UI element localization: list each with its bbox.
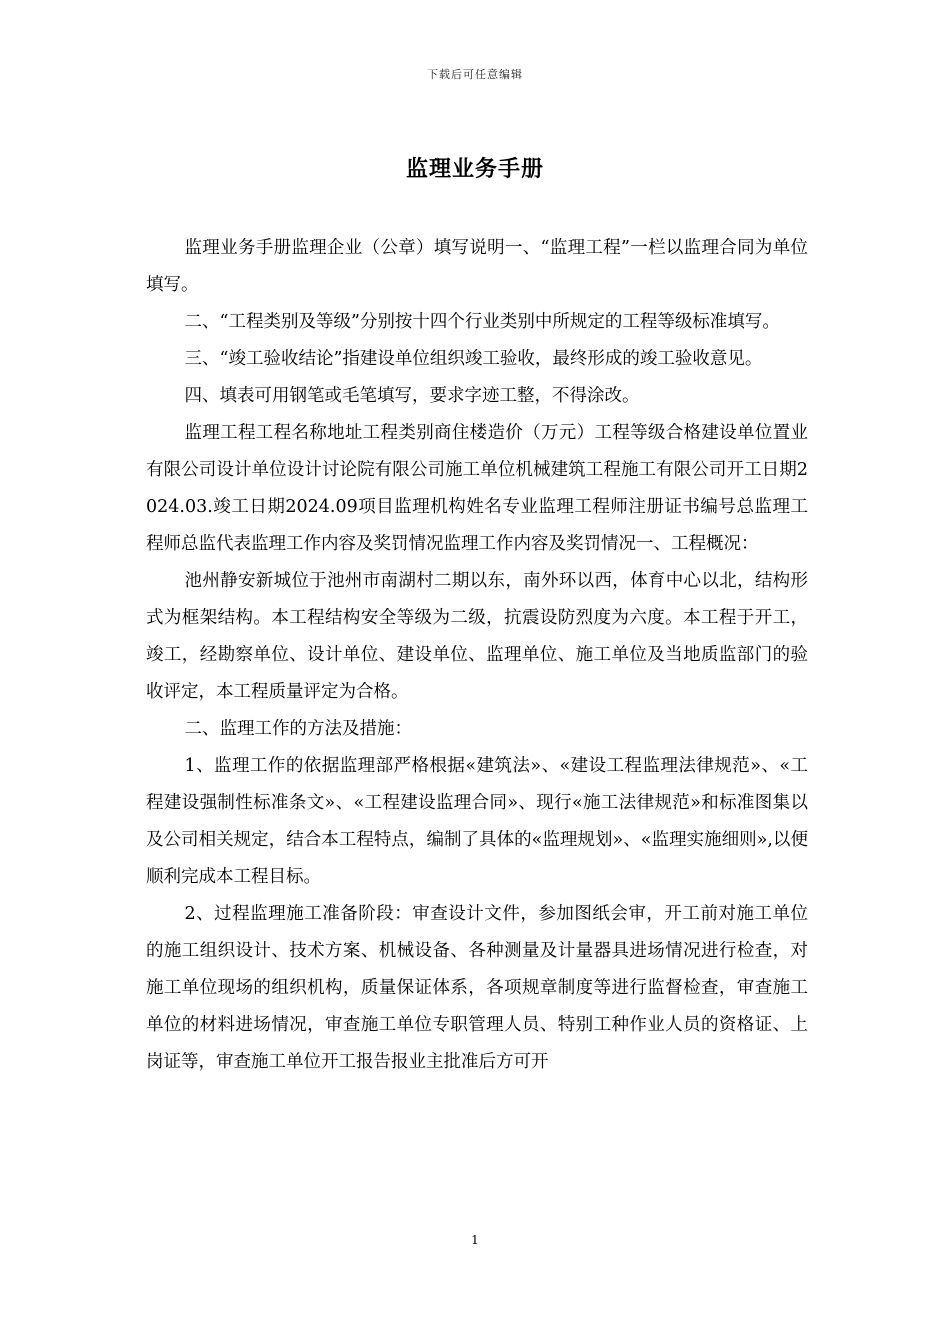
paragraph: 四、填表可用钢笔或毛笔填写，要求字迹工整，不得涂改。 bbox=[184, 386, 640, 406]
paragraph: 二、“工程类别及等级”分别按十四个行业类别中所规定的工程等级标准填写。 bbox=[184, 312, 780, 332]
document-body bbox=[146, 230, 808, 1081]
paragraph: 三、“竣工验收结论”指建设单位组织竣工验收，最终形成的竣工验收意见。 bbox=[184, 349, 763, 369]
paragraph: 池州静安新城位于池州市南湖村二期以东，南外环以西，体育中心以北，结构形式为框架结构。本工程结构安全等级为二级，抗震设防烈度为六度。本工程于开工，竣工，经勘察单位、设计单位、建设单位、监理单位、施工单位及当地质监部门的验收评定，本工程质量评定为合格。 bbox=[146, 571, 808, 702]
paragraph: 二、监理工作的方法及措施： bbox=[184, 719, 412, 739]
header-note: 下载后可任意编辑 bbox=[427, 68, 523, 81]
paragraph: 监理业务手册监理企业（公章）填写说明一、“监理工程”一栏以监理合同为单位填写。 bbox=[146, 238, 808, 295]
paragraph: 2、过程监理施工准备阶段：审查设计文件，参加图纸会审，开工前对施工单位的施工组织设计、技术方案、机械设备、各种测量及计量器具进场情况进行检查，对施工单位现场的组织机构，质量保证体系，各项规章制度等进行监督检查，审查施工单位的材料进场情况，审查施工单位专职管理人员、特别工种作业人员的资格证、上岗证等，审查施工单位开工报告报业主批准后方可开 bbox=[146, 904, 808, 1072]
page-number: 1 bbox=[471, 1233, 479, 1247]
paragraph: 1、监理工作的依据监理部严格根据«建筑法»、«建设工程监理法律规范»、«工程建设强制性标准条文»、«工程建设监理合同»、现行«施工法律规范»和标准图集以及公司相关规定，结合本工程特点，编制了具体的«监理规划»、«监理实施细则»,以便顺利完成本工程目标。 bbox=[146, 756, 808, 887]
paragraph: 监理工程工程名称地址工程类别商住楼造价（万元）工程等级合格建设单位置业有限公司设计单位设计讨论院有限公司施工单位机械建筑工程施工有限公司开工日期2024.03.竣工日期2024.09项目监理机构姓名专业监理工程师注册证书编号总监理工程师总监代表监理工作内容及奖罚情况监理工作内容及奖罚情况一、工程概况： bbox=[146, 423, 808, 554]
document-title: 监理业务手册 bbox=[405, 156, 544, 182]
